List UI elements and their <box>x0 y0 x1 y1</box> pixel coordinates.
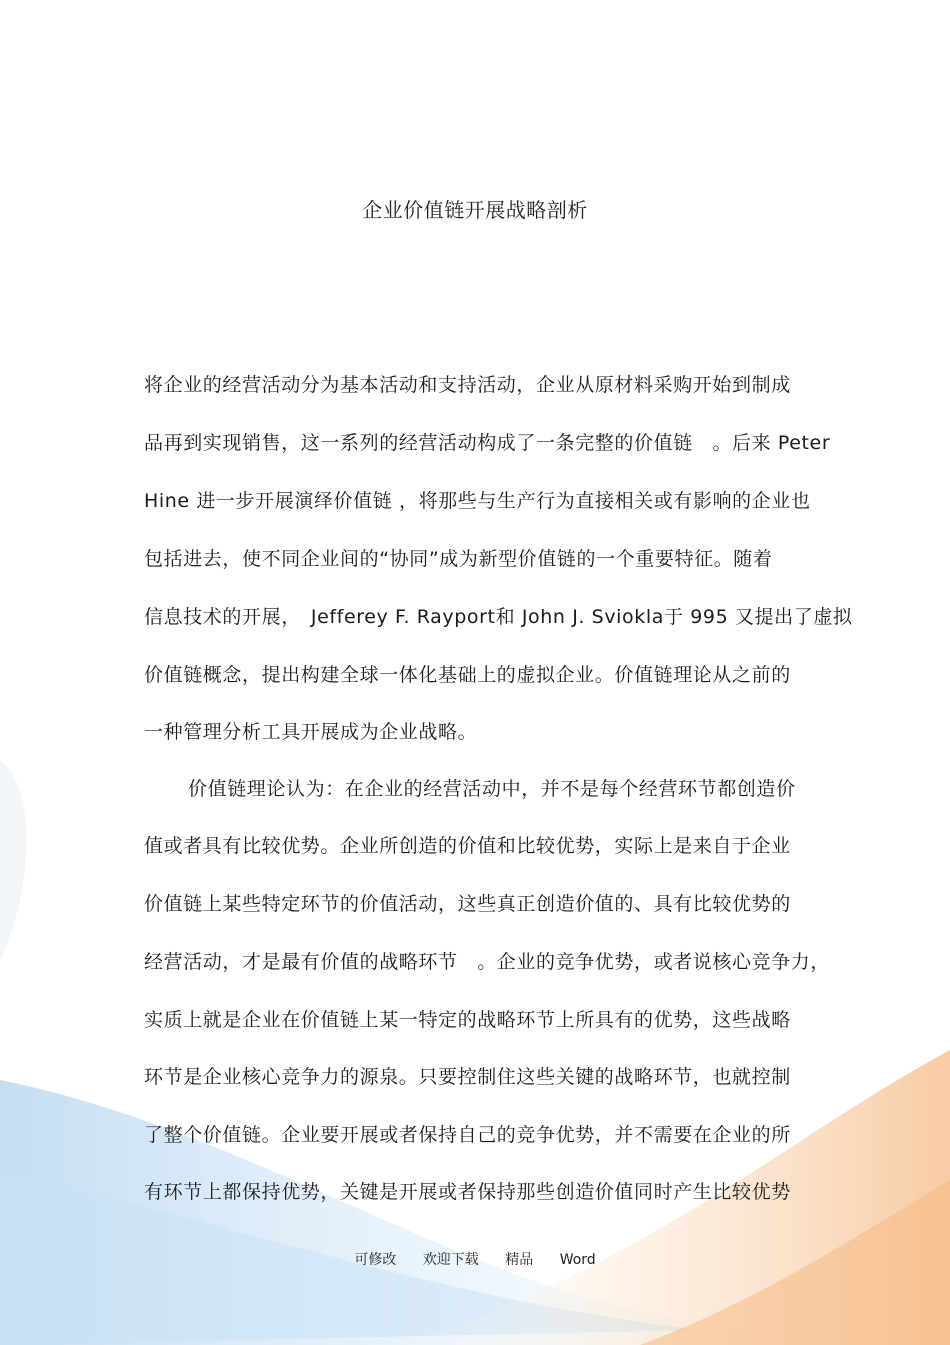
footer-download-label: 欢迎下载 <box>422 1252 479 1268</box>
page-footer <box>0 1249 950 1269</box>
body-line: 价值链概念，提出构建全球一体化基础上的虚拟企业。价值链理论从之前的 <box>144 664 791 686</box>
body-line: 价值链理论认为：在企业的经营活动中，并不是每个经营环节都创造价 <box>188 778 796 800</box>
body-line: Hine 进一步开展演绎价值链 ，将那些与生产行为直接相关或有影响的企业也 <box>144 490 811 512</box>
document-title: 企业价值链开展战略剖析 <box>362 198 588 222</box>
footer-premium-label: 精品 <box>505 1252 534 1268</box>
body-line: 将企业的经营活动分为基本活动和支持活动，企业从原材料采购开始到制成 <box>144 374 791 396</box>
body-line: 一种管理分析工具开展成为企业战略。 <box>144 721 478 743</box>
body-line: 有环节上都保持优势，关键是开展或者保持那些创造价值同时产生比较优势 <box>144 1181 791 1203</box>
body-line: 品再到实现销售，这一系列的经营活动构成了一条完整的价值链 。后来 Peter <box>144 432 831 454</box>
body-line: 价值链上某些特定环节的价值活动，这些真正创造价值的、具有比较优势的 <box>144 893 791 915</box>
body-line: 值或者具有比较优势。企业所创造的价值和比较优势，实际上是来自于企业 <box>144 835 791 857</box>
body-line: 包括进去，使不同企业间的“协同”成为新型价值链的一个重要特征。随着 <box>144 548 773 570</box>
body-line: 信息技术的开展， Jefferey F. Rayport和 John J. Sviokla于 995 又提出了虚拟 <box>144 606 853 628</box>
footer-editable-label: 可修改 <box>354 1252 397 1268</box>
body-line: 经营活动，才是最有价值的战略环节 。企业的竞争优势，或者说核心竞争力， <box>144 951 831 973</box>
footer-word-label: Word <box>559 1252 596 1268</box>
body-line: 了整个价值链。企业要开展或者保持自己的竞争优势，并不需要在企业的所 <box>144 1124 791 1146</box>
body-line: 实质上就是企业在价值链上某一特定的战略环节上所具有的优势，这些战略 <box>144 1009 791 1031</box>
body-line: 环节是企业核心竞争力的源泉。只要控制住这些关键的战略环节，也就控制 <box>144 1066 791 1088</box>
